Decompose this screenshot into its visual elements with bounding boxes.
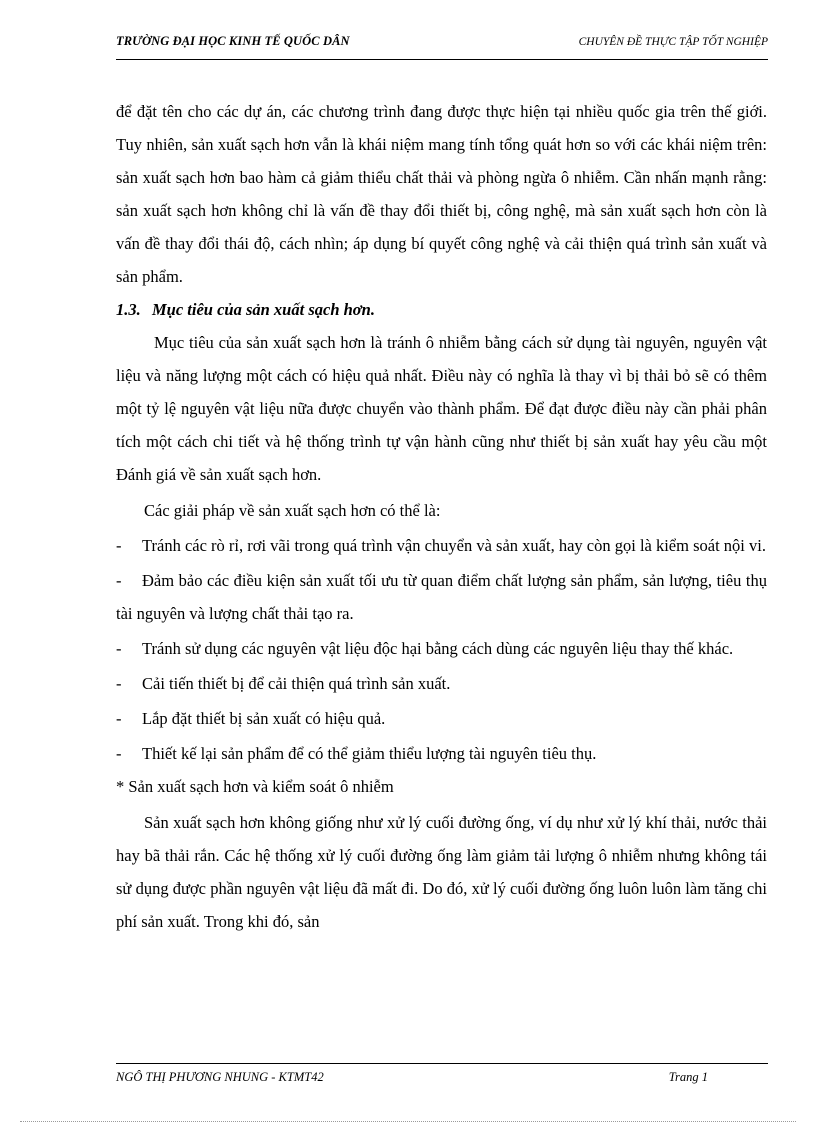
objective-paragraph: Mục tiêu của sản xuất sạch hơn là tránh ô nhiễm bằng cách sử dụng tài nguyên, nguyên vật liệu và năng lượng một cách có hiệu quả nhất. Điều này có nghĩa là thay vì bị thải bỏ sẽ có thêm một tỷ lệ nguyên vật liệu nữa được chuyển vào thành phẩm. Để đạt được điều này cần phải phân tích một cách chi tiết và hệ thống trình tự vận hành cũng như thiết bị sản xuất hay yêu cầu một Đánh giá về sản xuất sạch hơn. [116,333,767,484]
list-item-text: Tránh các rò rỉ, rơi vãi trong quá trình vận chuyển và sản xuất, hay còn gọi là kiểm soát nội vi. [142,536,766,555]
list-item-text: Lắp đặt thiết bị sản xuất có hiệu quả. [142,709,386,728]
header-divider [116,59,768,60]
list-item [116,630,767,665]
footer-page-number: Trang 1 [668,1070,708,1084]
solutions-intro: Các giải pháp về sản xuất sạch hơn có thể là: [144,501,441,520]
bullet-marker: - [116,709,122,728]
footer-divider [116,1063,768,1064]
header-university: TRƯỜNG ĐẠI HỌC KINH TẾ QUỐC DÂN [116,34,350,48]
bullet-marker: - [116,536,122,555]
section-heading [116,293,767,326]
list-item-text: Thiết kế lại sản phẩm để có thể giảm thiểu lượng tài nguyên tiêu thụ. [142,744,597,763]
closing-paragraph: Sản xuất sạch hơn không giống như xử lý cuối đường ống, ví dụ như xử lý khí thải, nước thải hay bã thải rắn. Các hệ thống xử lý cuối đường ống làm giảm tải lượng ô nhiễm nhưng không tái sử dụng được phần nguyên vật liệu đã mất đi. Do đó, xử lý cuối đường ống luôn luôn làm tăng chi phí sản xuất. Trong khi đó, sản [116,813,767,931]
bullet-marker: - [116,571,122,590]
bullet-marker: - [116,639,122,658]
intro-paragraph: để đặt tên cho các dự án, các chương trình đang được thực hiện tại nhiều quốc gia trên thế giới. Tuy nhiên, sản xuất sạch hơn vẫn là khái niệm mang tính tổng quát hơn so với các khái niệm trên: sản xuất sạch hơn bao hàm cả giảm thiểu chất thải và phòng ngừa ô nhiễm. Cần nhấn mạnh rằng: sản xuất sạch hơn không chỉ là vấn đề thay đổi thiết bị, công nghệ, mà sản xuất sạch hơn còn là vấn đề thay đổi thái độ, cách nhìn; áp dụng bí quyết công nghệ và cải thiện quá trình sản xuất và sản phẩm. [116,102,767,286]
list-item-text: Cải tiến thiết bị để cải thiện quá trình sản xuất. [142,674,451,693]
page-edge-divider [20,1121,796,1122]
document-body [116,95,767,938]
list-item-text: Tránh sử dụng các nguyên vật liệu độc hại bằng cách dùng các nguyên liệu thay thế khác. [142,639,734,658]
section-number: 1.3. [116,300,141,319]
list-item [116,527,767,562]
bullet-marker: - [116,744,122,763]
bullet-marker: - [116,674,122,693]
list-item [116,735,767,770]
subheading-pollution-control: * Sản xuất sạch hơn và kiểm soát ô nhiễm [116,777,394,796]
list-item [116,700,767,735]
footer-author: NGÔ THỊ PHƯƠNG NHUNG - KTMT42 [116,1070,324,1084]
header-document-type: CHUYÊN ĐỀ THỰC TẬP TỐT NGHIỆP [578,36,768,48]
list-item [116,665,767,700]
list-item-text: Đảm bảo các điều kiện sản xuất tối ưu từ quan điểm chất lượng sản phẩm, sản lượng, tiêu thụ tài nguyên và lượng chất thải tạo ra. [116,571,767,623]
list-item [116,562,767,630]
section-title: Mục tiêu của sản xuất sạch hơn. [152,300,375,319]
page-header [116,34,768,56]
